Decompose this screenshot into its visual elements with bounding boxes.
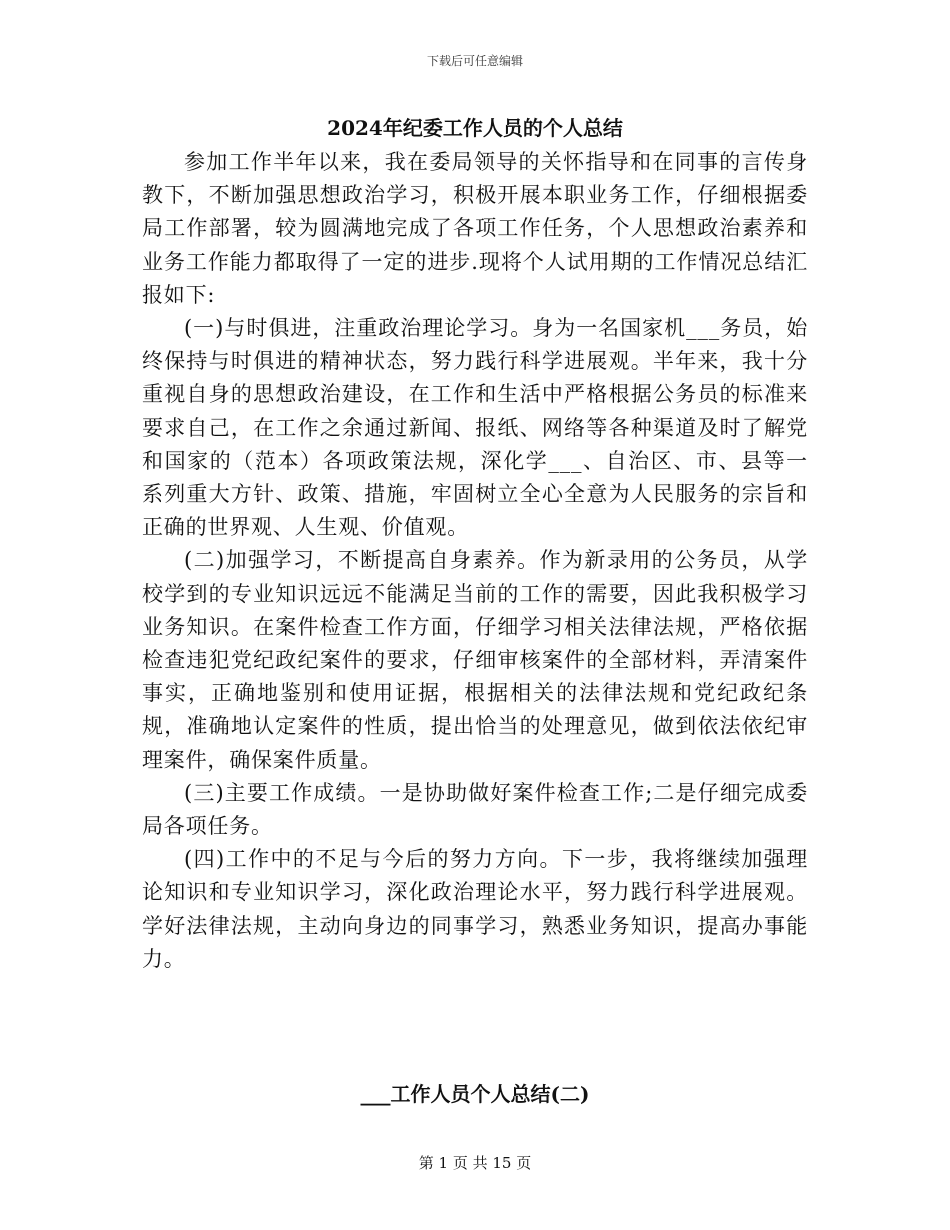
- section-title: ___工作人员个人总结(二): [360, 1082, 590, 1106]
- document-title: 2024年纪委工作人员的个人总结: [327, 116, 623, 140]
- header-note: 下载后可任意编辑: [426, 54, 523, 68]
- document-body: [142, 146, 808, 976]
- paragraph-section-2: (二)加强学习，不断提高自身素养。作为新录用的公务员，从学校学到的专业知识远远不能满足当前的工作的需要，因此我积极学习业务知识。在案件检查工作方面，仔细学习相关法律法规，严格依据检查违犯党纪政纪案件的要求，仔细审核案件的全部材料，弄清案件事实，正确地鉴别和使用证据，根据相关的法律法规和党纪政纪条规，准确地认定案件的性质，提出恰当的处理意见，做到依法依纪审理案件，确保案件质量。: [142, 548, 808, 772]
- paragraph-section-4: (四)工作中的不足与今后的努力方向。下一步，我将继续加强理论知识和专业知识学习，深化政治理论水平，努力践行科学进展观。学好法律法规，主动向身边的同事学习，熟悉业务知识，提高办事能力。: [142, 847, 808, 971]
- paragraph-intro: 参加工作半年以来，我在委局领导的关怀指导和在同事的言传身教下，不断加强思想政治学习，积极开展本职业务工作，仔细根据委局工作部署，较为圆满地完成了各项工作任务，个人思想政治素养和业务工作能力都取得了一定的进步.现将个人试用期的工作情况总结汇报如下:: [142, 150, 808, 307]
- paragraph-section-3: (三)主要工作成绩。一是协助做好案件检查工作;二是仔细完成委局各项任务。: [142, 780, 808, 839]
- paragraph-section-1: (一)与时俱进，注重政治理论学习。身为一名国家机___务员，始终保持与时俱进的精神状态，努力践行科学进展观。半年来，我十分重视自身的思想政治建设，在工作和生活中严格根据公务员的标准来要求自己，在工作之余通过新闻、报纸、网络等各种渠道及时了解党和国家的（范本）各项政策法规，深化学___、自治区、市、县等一系列重大方针、政策、措施，牢固树立全心全意为人民服务的宗旨和正确的世界观、人生观、价值观。: [142, 316, 808, 540]
- page-footer: 第 1 页 共 15 页: [418, 1154, 532, 1172]
